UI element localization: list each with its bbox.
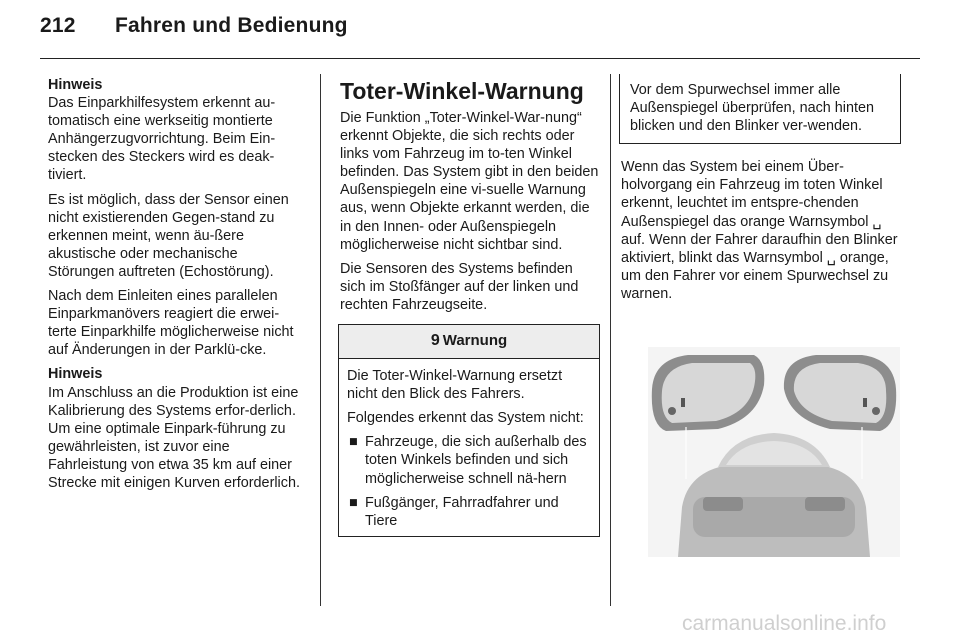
paragraph-overtaking: Wenn das System bei einem Über-holvorgang ein Fahrzeug im toten Winkel erkennt, leuchtet im entspre-chenden Außenspiegel das orange Warnsymbol ␣ auf. Wenn der Fahrer daraufhin den Blinker aktiviert, blinkt das Warnsymbol ␣ orange, um den Fahrer vor einem Spurwechsel zu warnen. xyxy=(621,159,898,302)
warning-list xyxy=(347,433,591,529)
page-header xyxy=(40,14,348,38)
list-item-text: Fußgänger, Fahrradfahrer und Tiere xyxy=(365,494,559,529)
list-item xyxy=(347,433,591,487)
section-heading: Toter-Winkel-Warnung xyxy=(340,78,584,104)
warning-title: Warnung xyxy=(442,332,508,350)
warning-triangle-icon: 9 xyxy=(430,332,440,350)
paragraph-parallel-parking: Nach dem Einleiten eines parallelen Einparkmanövers reagiert die erwei-terte Einparkhilfe möglicherweise nicht auf Änderungen in der Parklü-cke. xyxy=(48,288,294,359)
warning-header xyxy=(339,324,599,359)
warning-text-2: Folgendes erkennt das System nicht: xyxy=(347,410,584,427)
warning-box xyxy=(338,324,600,537)
side-mirrors-and-car-rear-illustration xyxy=(648,347,900,557)
warning-body xyxy=(339,359,599,530)
column-middle xyxy=(340,76,602,537)
hint-1 xyxy=(48,76,304,185)
paragraph-sensors: Die Sensoren des Systems befinden sich im Stoßfänger auf der linken und rechten Fahrzeugseite. xyxy=(340,260,579,313)
column-left xyxy=(48,76,304,498)
hint-1-label: Hinweis xyxy=(48,77,103,93)
header-rule xyxy=(40,58,920,59)
hint-1-text: Das Einparkhilfesystem erkennt au-tomatisch eine werkseitig montierte Anhängerzugvorrichtung. Beim Ein-stecken des Steckers wird es deak-tiviert. xyxy=(48,95,276,184)
column-divider-1 xyxy=(320,74,321,606)
bullet-icon: ■ xyxy=(349,434,358,451)
hint-2 xyxy=(48,365,304,492)
page-number: 212 xyxy=(40,14,76,37)
note-box xyxy=(619,74,901,144)
note-text: Vor dem Spurwechsel immer alle Außenspiegel überprüfen, nach hinten blicken und den Blinker ver-wenden. xyxy=(630,82,875,135)
paragraph-intro: Die Funktion „Toter-Winkel-War-nung“ erkennt Objekte, die sich rechts oder links vom Fahrzeug im to-ten Winkel befinden. Das System gibt in den beiden Außenspiegeln eine vi-suelle Warnung aus, wenn Objekte erkannt werden, die in den Innen- oder Außenspiegeln möglicherweise nicht sichtbar sind. xyxy=(340,110,599,253)
column-right xyxy=(621,76,902,309)
paragraph-echo: Es ist möglich, dass der Sensor einen nicht existierenden Gegen-stand zu erkennen meint, wenn äu-ßere akustische oder mechanische Störungen auftreten (Echostörung). xyxy=(48,191,289,280)
column-divider-2 xyxy=(610,74,611,606)
bullet-icon: ■ xyxy=(349,494,358,511)
hint-2-label: Hinweis xyxy=(48,366,103,383)
chapter-title: Fahren und Bedienung xyxy=(115,14,348,37)
watermark: carmanualsonline.info xyxy=(682,612,887,635)
warning-text-1: Die Toter-Winkel-Warnung ersetzt nicht den Blick des Fahrers. xyxy=(347,368,563,403)
list-item xyxy=(347,494,591,530)
list-item-text: Fahrzeuge, die sich außerhalb des toten Winkels befinden und sich möglicherweise schnell nä-hern xyxy=(365,434,587,487)
hint-2-text: Im Anschluss an die Produktion ist eine Kalibrierung des Systems erfor-derlich. Um eine optimale Einpark-führung zu gewährleisten, ist zuvor eine Fahrleistung von etwa 35 km auf einer Strecke mit einigen Kurven erforderlich. xyxy=(48,384,300,491)
